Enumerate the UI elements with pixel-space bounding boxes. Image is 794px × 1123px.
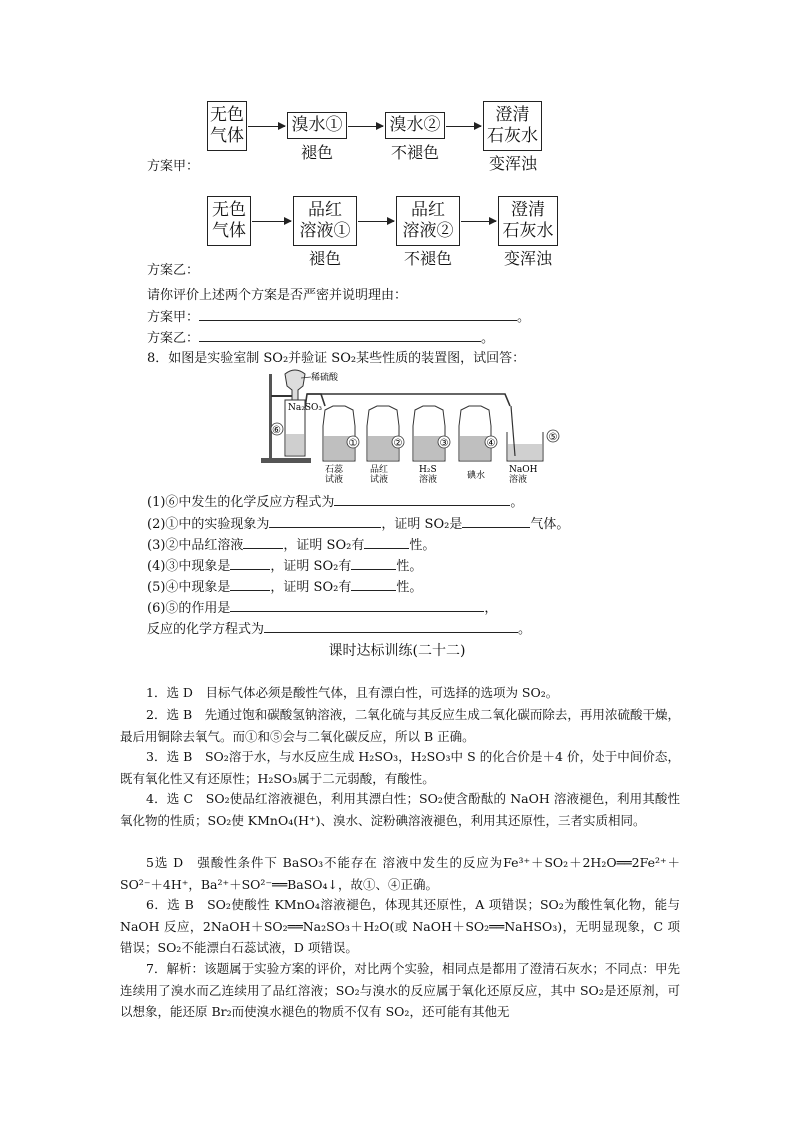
q8-part-2: (2)①中的实验现象为 ，证明 SO₂是 气体。	[147, 517, 570, 532]
svg-text:③: ③	[439, 438, 449, 449]
scheme-a-label: 方案甲：	[147, 159, 200, 174]
q8-part-4: (4)③中现象是 ，证明 SO₂有 性。	[147, 559, 423, 574]
stand-base	[261, 458, 311, 463]
q8-blank-3a[interactable]	[243, 536, 283, 549]
q8-part-7: 反应的化学方程式为 。	[147, 622, 532, 637]
q8-blank-3b[interactable]	[364, 536, 409, 549]
gas-tube	[307, 394, 510, 406]
q8-blank-6[interactable]	[230, 599, 484, 612]
q8-blank-2a[interactable]	[269, 515, 381, 528]
answer-1: 1．选 D 目标气体必须是酸性气体，且有漂白性，可选择的选项为 SO₂。	[146, 685, 559, 700]
svg-text:④: ④	[486, 438, 496, 449]
eval-a-line	[147, 308, 530, 327]
eval-b-blank[interactable]	[199, 329, 481, 342]
q8-part-3: (3)②中品红溶液 ，证明 SO₂有 性。	[147, 538, 436, 553]
scheme-b-label: 方案乙：	[147, 263, 200, 278]
bottle-3	[413, 406, 450, 485]
q8-part-1: (1)⑥中发生的化学反应方程式为 。	[147, 495, 524, 510]
section-title: 课时达标训练(二十二)	[328, 643, 466, 659]
answer-5: 5选 D 强酸性条件下 BaSO₃不能存在 溶液中发生的反应为Fe³⁺＋SO₂＋2H₂O══2Fe²⁺＋SO²⁻＋4H⁺，Ba²⁺＋SO²⁻══BaSO₄↓，故①、④正确。	[120, 855, 680, 892]
svg-text:NaOH溶液: NaOH 溶液	[509, 465, 538, 485]
num6-label: ⑥	[272, 425, 281, 436]
svg-text:石蕊试液: 石蕊试液	[325, 465, 344, 485]
salt-label: Na₂SO₃	[288, 403, 323, 413]
q8-apparatus	[255, 366, 575, 486]
scheme-a-arrow-1	[248, 126, 285, 127]
svg-text:碘水: 碘水	[467, 471, 486, 481]
eval-a-label: 方案甲：	[147, 310, 200, 325]
scheme-a-box-4: 澄清 石灰水	[483, 101, 542, 151]
answer-6: 6．选 B SO₂使酸性 KMnO₄溶液褪色，体现其还原性，A 项错误；SO₂为酸性氧化物，能与 NaOH 反应，2NaOH＋SO₂══Na₂SO₃＋H₂O(或 NaOH＋SO₂══NaHSO₃)，无明显现象，C 项错误；SO₂不能漂白石蕊试液，D 项错误。	[120, 897, 680, 955]
svg-text:H₂S溶液: H₂S 溶液	[419, 465, 438, 485]
beaker-5	[507, 406, 559, 485]
scheme-a-box-2: 溴水①	[287, 112, 347, 139]
scheme-a-caption-2: 不褪色	[390, 143, 439, 162]
acid-label: 稀硫酸	[311, 373, 339, 383]
svg-text:品红试液: 品红试液	[370, 465, 389, 485]
answer-3: 3．选 B SO₂溶于水，与水反应生成 H₂SO₃，H₂SO₃中 S 的化合价是＋4 价，处于中间价态，既有氧化性又有还原性；H₂SO₃属于二元弱酸，有酸性。	[120, 749, 680, 786]
answer-2: 2．选 B 先通过饱和碳酸氢钠溶液，二氧化硫与其反应生成二氧化碳而除去，再用浓硫酸干燥，最后用铜除去氧气。而①和⑤会与二氧化碳反应，所以 B 正确。	[120, 707, 680, 744]
bottle-2	[367, 406, 404, 485]
scheme-a-arrow-2	[348, 126, 383, 127]
q8-blank-2b[interactable]	[462, 515, 530, 528]
scheme-a-arrow-3	[446, 126, 481, 127]
svg-text:⑤: ⑤	[548, 432, 558, 443]
eval-b-end: 。	[481, 331, 495, 346]
q8-blank-5b[interactable]	[351, 578, 396, 591]
scheme-a-box-3: 溴水②	[385, 112, 445, 139]
bottle-4	[459, 406, 497, 481]
scheme-b-box-4: 澄清 石灰水	[498, 196, 558, 246]
q8-blank-5a[interactable]	[230, 578, 270, 591]
answer-7: 7．解析：该题属于实验方案的评价，对比两个实验，相同点是都用了澄清石灰水；不同点：甲先连续用了溴水而乙连续用了品红溶液；SO₂与溴水的反应属于氧化还原反应，其中 SO₂是还原剂，可以想象，能还原 Br₂而使溴水褪色的物质不仅有 SO₂，还可能有其他无	[120, 961, 680, 1019]
scheme-b-arrow-2	[358, 221, 394, 222]
eval-a-blank[interactable]	[199, 308, 517, 321]
q8-part-6: (6)⑤的作用是 ，	[147, 601, 498, 616]
q8-blank-1[interactable]	[334, 493, 510, 506]
eval-b-label: 方案乙：	[147, 331, 200, 346]
scheme-b-box-1: 无色 气体	[207, 196, 251, 246]
scheme-b-arrow-3	[461, 221, 496, 222]
q8-blank-4a[interactable]	[230, 557, 270, 570]
eval-a-end: 。	[517, 310, 531, 325]
eval-prompt: 请你评价上述两个方案是否严密并说明理由：	[147, 288, 408, 303]
q8-blank-7[interactable]	[264, 620, 518, 633]
scheme-b-caption-1: 褪色	[308, 249, 341, 268]
answer-4: 4．选 C SO₂使品红溶液褪色，利用其漂白性；SO₂使含酚酞的 NaOH 溶液褪色，利用其酸性氧化物的性质；SO₂使 KMnO₄(H⁺)、溴水、淀粉碘溶液褪色，利用其还原性，三者实质相同。	[120, 791, 680, 828]
q8-blank-4b[interactable]	[351, 557, 396, 570]
svg-text:②: ②	[393, 438, 403, 449]
scheme-b-box-2: 品红 溶液①	[293, 196, 357, 246]
scheme-b-caption-2: 不褪色	[403, 249, 452, 268]
scheme-a-caption-1: 褪色	[300, 143, 333, 162]
scheme-b-arrow-1	[252, 221, 291, 222]
bottle-1	[323, 406, 359, 485]
scheme-b-box-3: 品红 溶液②	[396, 196, 460, 246]
q8-part-5: (5)④中现象是 ，证明 SO₂有 性。	[147, 580, 423, 595]
q8-stem: 8．如图是实验室制 SO₂并验证 SO₂某些性质的装置图，试回答：	[147, 351, 526, 366]
scheme-a-caption-3: 变浑浊	[488, 154, 537, 173]
eval-b-line	[147, 329, 494, 348]
scheme-b-caption-3: 变浑浊	[503, 249, 552, 268]
scheme-a-box-1: 无色 气体	[207, 101, 247, 151]
stand-rod	[269, 374, 272, 460]
svg-text:①: ①	[348, 438, 358, 449]
